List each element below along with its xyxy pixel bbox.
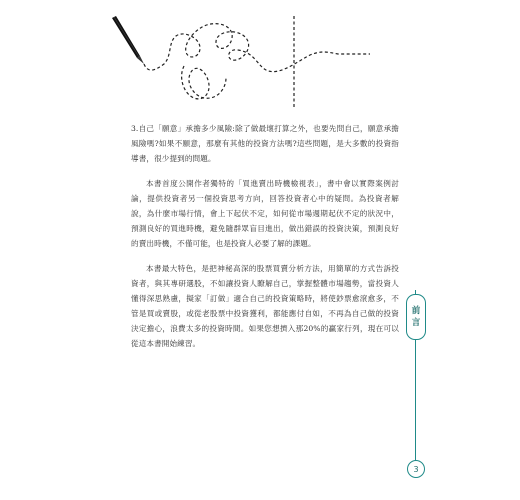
chapter-tab-preface [406,294,426,340]
chapter-tab-char-1: 前 [411,306,421,316]
pen-icon [112,16,144,64]
side-rail [405,290,427,480]
paragraph-2: 本書首度公開作者獨特的「買進賣出時機檢視表」，書中會以實際案例討論，提供投資者另一個投資思考方向，回答投資者心中的疑問。為投資者解說，為什麼市場行情，會上下起伏不定，如何從市場週期起伏不定的狀況中，預測良好的買進時機，避免隨群眾盲目進出，做出錯誤的投資決策，預測良好的賣出時機，不僅可能，也是投資人必要了解的課題。 [131,179,399,248]
page-number: 3 [407,460,425,478]
paragraph-3: 本書最大特色，是把神秘高深的股票買賣分析方法，用簡單的方式告訴投資者，與其專研選股，不如讓投資人瞭解自己，掌握整體市場趨勢，當投資人懂得深思熟慮，擬家「訂做」適合自己的投資策略時，將使鈔票愈滾愈多，不管是買或賣股，或從老股票中投資獲利，都能應付自如，不再為自己做的投資決定擔心，浪費太多的投資時間。如果您想擠入那20%的贏家行列，現在可以從這本書開始練習。 [131,264,399,348]
pen-scribble-illustration [108,8,370,110]
dashed-scribble-path [144,24,370,72]
body-text [131,121,399,361]
paragraph-1: 3.自己「願意」承擔多少風險:除了做最壞打算之外，也要先問自己，願意承擔風險嗎?如果不願意，那麼有其他的投資方法嗎?這些問題，是大多數的投資指導書，很少提到的問題。 [131,124,399,163]
chapter-tab-char-2: 言 [411,318,421,328]
dashed-loop-path [182,66,226,99]
